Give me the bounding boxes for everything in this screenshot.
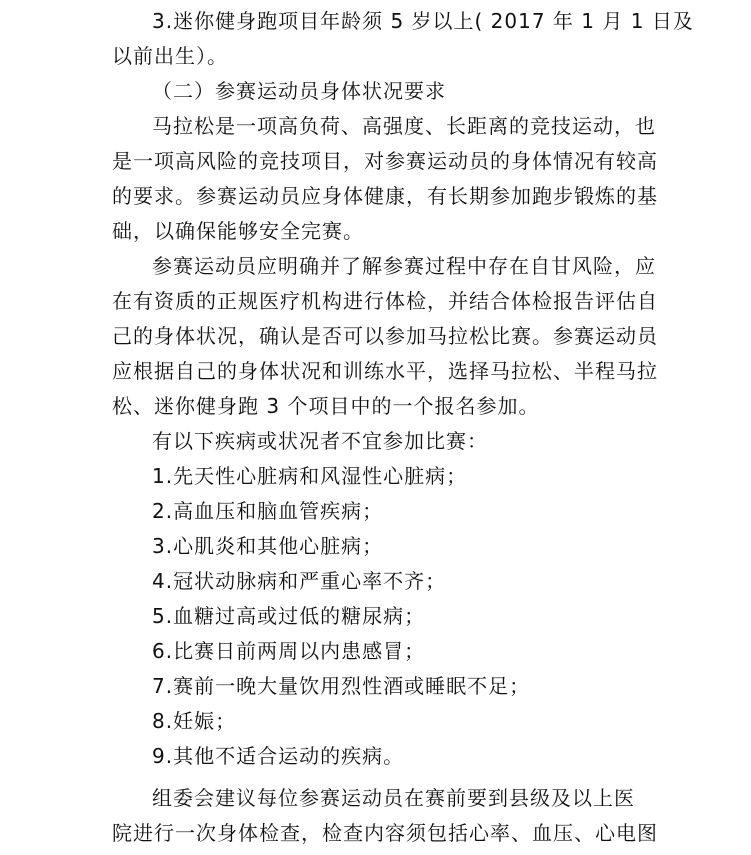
list-item: 5.血糖过高或过低的糖尿病； xyxy=(152,604,426,628)
text-line: 马拉松是一项高负荷、高强度、长距离的竞技运动，也 xyxy=(152,114,656,138)
list-item: 9.其他不适合运动的疾病。 xyxy=(152,744,405,768)
text-line: 的要求。参赛运动员应身体健康，有长期参加跑步锻炼的基 xyxy=(112,184,658,208)
text-line: 组委会建议每位参赛运动员在赛前要到县级及以上医 xyxy=(152,786,635,810)
text-line: 己的身体状况，确认是否可以参加马拉松比赛。参赛运动员 xyxy=(112,324,658,348)
text-line: 在有资质的正规医疗机构进行体检，并结合体检报告评估自 xyxy=(112,289,658,313)
text-line: 以前出生）。 xyxy=(112,44,228,68)
list-item: 2.高血压和脑血管疾病； xyxy=(152,499,384,523)
text-line: 3.迷你健身跑项目年龄须 5 岁以上( 2017 年 1 月 1 日及 xyxy=(152,9,694,33)
list-item: 8.妊娠； xyxy=(152,709,237,733)
list-item: 3.心肌炎和其他心脏病； xyxy=(152,534,384,558)
list-item: 7.赛前一晚大量饮用烈性酒或睡眠不足； xyxy=(152,674,531,698)
text-line: 应根据自己的身体状况和训练水平，选择马拉松、半程马拉 xyxy=(112,359,658,383)
text-line: 础，以确保能够安全完赛。 xyxy=(112,219,364,243)
text-line: 松、迷你健身跑 3 个项目中的一个报名参加。 xyxy=(112,394,540,418)
text-line: 参赛运动员应明确并了解参赛过程中存在自甘风险，应 xyxy=(152,254,656,278)
list-item: 1.先天性心脏病和风湿性心脏病； xyxy=(152,464,468,488)
section-heading: （二）参赛运动员身体状况要求 xyxy=(152,79,446,103)
list-item: 4.冠状动脉病和严重心率不齐； xyxy=(152,569,447,593)
list-intro: 有以下疾病或状况者不宜参加比赛： xyxy=(152,429,488,453)
text-line: 院进行一次身体检查，检查内容须包括心率、血压、心电图 xyxy=(112,821,658,845)
list-item: 6.比赛日前两周以内患感冒； xyxy=(152,639,426,663)
text-line: 是一项高风险的竞技项目，对参赛运动员的身体情况有较高 xyxy=(112,149,658,173)
